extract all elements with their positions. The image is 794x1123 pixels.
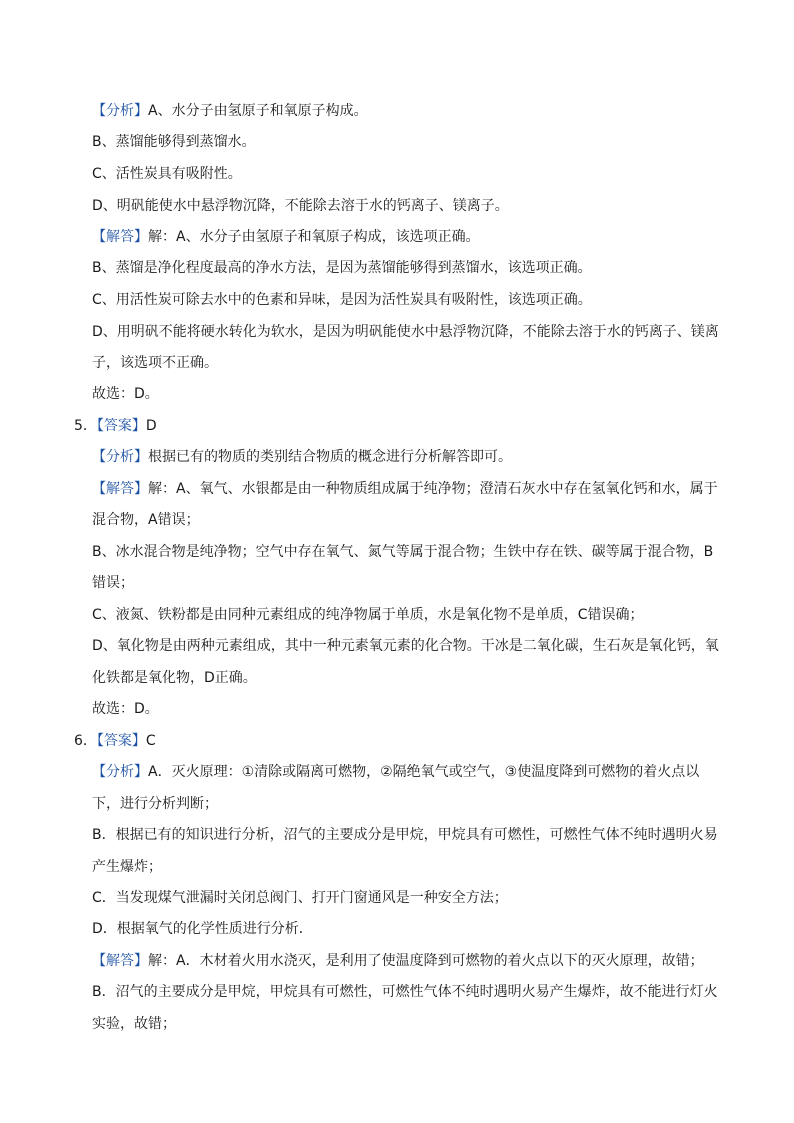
line-text: C、用活性炭可除去水中的色素和异味，是因为活性炭具有吸附性，该选项正确。	[92, 292, 592, 308]
text-line	[92, 605, 644, 625]
line-text: 错误；	[92, 575, 134, 591]
line-text: D、用明矾不能将硬水转化为软水，是因为明矾能使水中悬浮物沉降，不能除去溶于水的钙离子、镁离	[92, 324, 719, 340]
line-text: D、氧化物是由两种元素组成，其中一种元素氧元素的化合物。干冰是二氧化碳，生石灰是氧化钙，氧	[92, 638, 719, 654]
line-text: 故选：D。	[92, 386, 159, 402]
line-text: 化铁都是氧化物，D正确。	[92, 670, 257, 686]
text-line	[92, 101, 368, 121]
answer-line	[74, 416, 157, 436]
text-line	[92, 636, 719, 656]
text-line	[92, 888, 508, 908]
section-tag: 【答案】	[96, 418, 146, 434]
line-text: A．灭火原理：①清除或隔离可燃物，②隔绝氧气或空气，③使温度降到可燃物的着火点以	[148, 764, 700, 780]
text-line	[92, 132, 256, 152]
text-line	[92, 919, 313, 939]
text-line	[92, 857, 162, 877]
text-line	[92, 479, 718, 499]
line-text: 下，进行分析判断；	[92, 796, 218, 812]
text-line	[92, 227, 480, 247]
line-text: D．根据氧气的化学性质进行分析．	[92, 921, 313, 937]
line-text: B．沼气的主要成分是甲烷，甲烷具有可燃性，可燃性气体不纯时遇明火易产生爆炸，故不能进行灯火	[92, 984, 718, 1000]
answer-value: C	[145, 733, 156, 749]
line-text: 子，该选项不正确。	[92, 355, 218, 371]
answer-value: D	[145, 418, 157, 434]
text-line	[92, 258, 592, 278]
section-tag: 【分析】	[92, 449, 148, 465]
question-number: 6．	[74, 733, 97, 749]
text-line	[92, 1014, 176, 1034]
section-tag: 【分析】	[92, 764, 148, 780]
text-line	[92, 699, 159, 719]
line-text: C、活性炭具有吸附性。	[92, 166, 242, 182]
line-text: 实验，故错；	[92, 1016, 176, 1032]
section-tag: 【分析】	[92, 103, 148, 119]
text-line	[92, 353, 218, 373]
section-tag: 【解答】	[92, 481, 148, 497]
text-line	[92, 825, 718, 845]
line-text: B．根据已有的知识进行分析，沼气的主要成分是甲烷，甲烷具有可燃性，可燃性气体不纯时遇明火易	[92, 827, 718, 843]
line-text: C、液氮、铁粉都是由同种元素组成的纯净物属于单质，水是氧化物不是单质，C错误确；	[92, 607, 644, 623]
text-line	[92, 762, 699, 782]
line-text: 解：A、氧气、水银都是由一种物质组成属于纯净物；澄清石灰水中存在氢氧化钙和水，属于	[148, 481, 718, 497]
line-text: 解：A、水分子由氢原子和氧原子构成，该选项正确。	[148, 229, 480, 245]
text-line	[92, 951, 704, 971]
text-line	[92, 322, 719, 342]
section-tag: 【解答】	[92, 229, 148, 245]
line-text: A、水分子由氢原子和氧原子构成。	[148, 103, 368, 119]
line-text: B、蒸馏是净化程度最高的净水方法，是因为蒸馏能够得到蒸馏水，该选项正确。	[92, 260, 592, 276]
section-tag: 【答案】	[96, 733, 146, 749]
text-line	[92, 542, 713, 562]
line-text: B、冰水混合物是纯净物；空气中存在氧气、氮气等属于混合物；生铁中存在铁、碳等属于混合物，B	[92, 544, 714, 560]
line-text: 故选：D。	[92, 701, 159, 717]
text-line	[92, 794, 218, 814]
line-text: B、蒸馏能够得到蒸馏水。	[92, 134, 256, 150]
answer-line	[74, 731, 156, 751]
section-tag: 【解答】	[92, 953, 148, 969]
question-number: 5．	[74, 418, 97, 434]
text-line	[92, 196, 509, 216]
line-text: D、明矾能使水中悬浮物沉降，不能除去溶于水的钙离子、镁离子。	[92, 198, 509, 214]
line-text: C．当发现煤气泄漏时关闭总阀门、打开门窗通风是一种安全方法；	[92, 890, 508, 906]
text-line	[92, 510, 200, 530]
text-line	[92, 384, 159, 404]
text-line	[92, 447, 512, 467]
line-text: 根据已有的物质的类别结合物质的概念进行分析解答即可。	[148, 449, 512, 465]
line-text: 解：A．木材着火用水浇灭，是利用了使温度降到可燃物的着火点以下的灭火原理，故错；	[148, 953, 704, 969]
line-text: 产生爆炸；	[92, 859, 162, 875]
text-line	[92, 982, 718, 1002]
text-line	[92, 164, 242, 184]
text-line	[92, 668, 257, 688]
line-text: 混合物，A错误；	[92, 512, 200, 528]
text-line	[92, 290, 592, 310]
text-line	[92, 573, 134, 593]
